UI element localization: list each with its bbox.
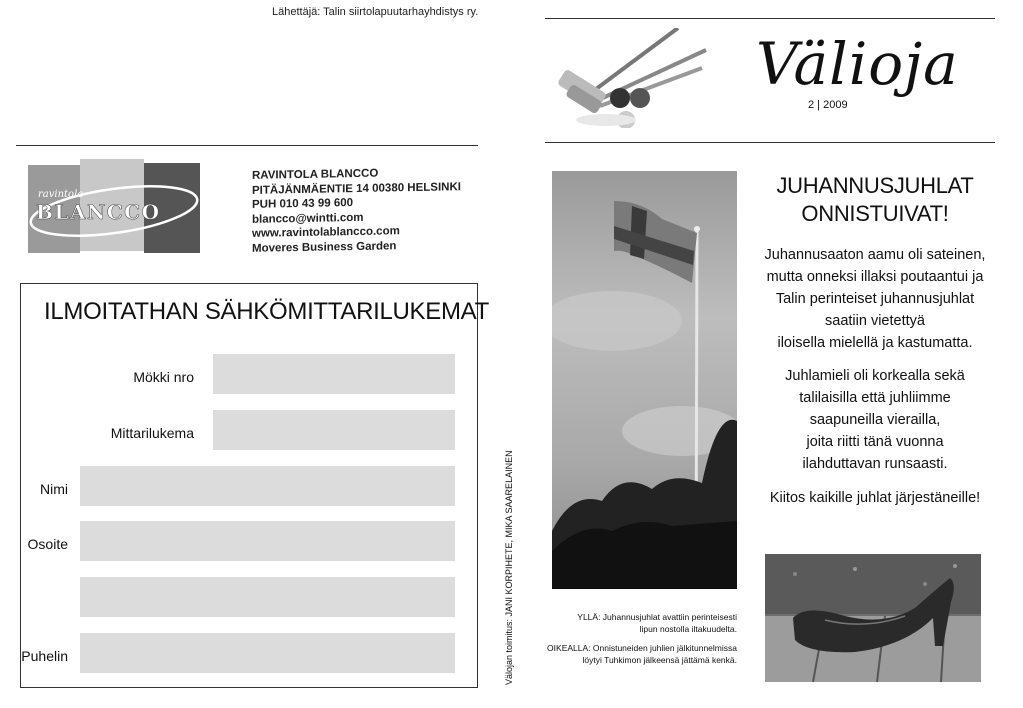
form-title: ILMOITATHAN SÄHKÖMITTARILUKEMAT	[44, 298, 489, 325]
phone-label: Puhelin	[21, 648, 68, 664]
top-rule-left	[16, 145, 478, 146]
ad-contact-block	[252, 165, 461, 256]
paragraph-line: Juhannusaaton aamu oli sateinen,	[764, 247, 986, 263]
paragraph-line: iloisella mielellä ja kastumatta.	[777, 335, 973, 351]
paragraph-line: saapuneilla vierailla,	[809, 412, 941, 428]
paragraph-line: Kiitos kaikille juhlat järjestäneille!	[769, 490, 981, 506]
address-field-2[interactable]	[80, 577, 455, 617]
ad-line[interactable]: blancco@wintti.com	[252, 211, 364, 226]
cottage-number-field[interactable]	[213, 354, 455, 394]
caption-above	[541, 612, 737, 635]
caption-line: löytyi Tuhkimon jälkeensä jättämä kenkä.	[582, 654, 737, 665]
address-label: Osoite	[27, 536, 68, 552]
paragraph-line: mutta onneksi illaksi poutaantui ja	[766, 269, 984, 285]
svg-text:ravintola: ravintola	[38, 189, 84, 200]
article-paragraph-2	[752, 365, 998, 475]
caption-line: lipun nostolla iltakuudelta.	[639, 623, 737, 634]
issue-number: 2 | 2009	[808, 99, 848, 111]
newsletter-title: Välioja	[756, 30, 959, 98]
masthead-top-rule	[545, 18, 995, 19]
sender-line: Lähettäjä: Talin siirtolapuutarhayhdistys ry.	[272, 6, 479, 18]
editorial-credit: Välojan toimitus: JANI KORPIHETE, MIKA SAARELAINEN	[504, 450, 514, 685]
paragraph-line: ilahduttavan runsaasti.	[802, 456, 948, 472]
paragraph-line: saatiin vietettyä	[825, 313, 925, 329]
caption-right	[541, 643, 737, 666]
ad-line[interactable]: www.ravintolablancco.com	[252, 225, 400, 240]
croquet-illustration	[556, 28, 708, 128]
ad-line: Moveres Business Garden	[252, 239, 397, 255]
headline-line: JUHANNUSJUHLAT	[776, 173, 974, 198]
flag-photo	[552, 171, 737, 589]
name-field[interactable]	[80, 466, 455, 506]
name-label: Nimi	[40, 481, 68, 497]
svg-text:BLANCCO: BLANCCO	[36, 200, 161, 224]
paragraph-line: joita riitti tänä vuonna	[806, 434, 944, 450]
masthead-bottom-rule	[545, 142, 995, 143]
article-paragraph-1	[752, 244, 998, 354]
ad-line: PUH 010 43 99 600	[252, 197, 354, 211]
address-field[interactable]	[80, 521, 455, 561]
headline-line: ONNISTUIVAT!	[801, 201, 949, 226]
paragraph-line: Talin perinteiset juhannusjuhlat	[775, 291, 975, 307]
cottage-label: Mökki nro	[133, 369, 194, 385]
caption-line: OIKEALLA: Onnistuneiden juhlien jälkitunnelmissa	[547, 643, 737, 653]
paragraph-line: Juhlamieli oli korkealla sekä	[785, 368, 965, 384]
meter-label: Mittarilukema	[110, 425, 194, 441]
shoe-photo	[765, 554, 981, 682]
paragraph-line: talilaisilla että juhliimme	[799, 390, 951, 406]
phone-field[interactable]	[80, 633, 455, 673]
meter-reading-field[interactable]	[213, 410, 455, 450]
article-paragraph-3	[752, 487, 998, 509]
ad-line: PITÄJÄNMÄENTIE 14 00380 HELSINKI	[252, 180, 461, 197]
ad-line: RAVINTOLA BLANCCO	[252, 167, 379, 182]
article-headline	[752, 172, 998, 228]
caption-line: YLLÄ: Juhannusjuhlat avattiin perinteisesti	[577, 612, 737, 622]
blancco-logo	[28, 159, 200, 257]
